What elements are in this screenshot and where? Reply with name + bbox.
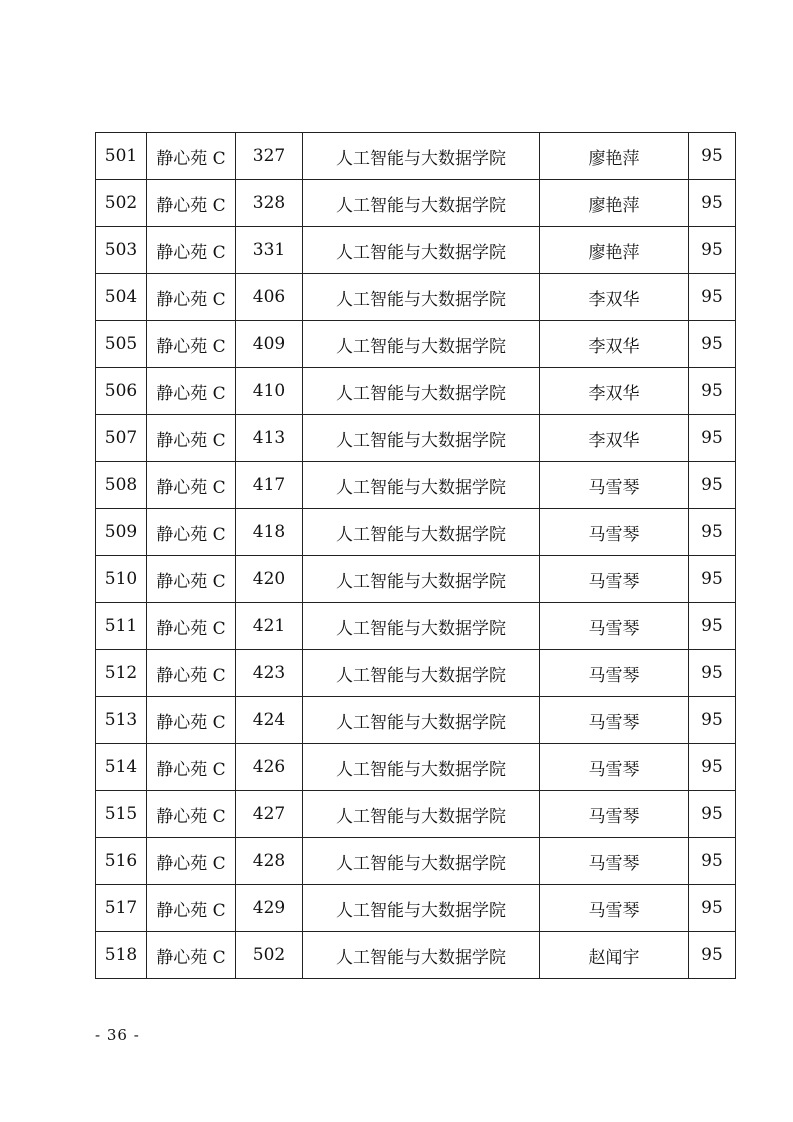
room-cell: 409 (236, 321, 303, 368)
row-number-cell: 507 (96, 415, 147, 462)
table-row (96, 697, 736, 744)
room-cell: 426 (236, 744, 303, 791)
score-cell: 95 (689, 650, 736, 697)
row-number-cell: 501 (96, 133, 147, 180)
row-number-cell: 517 (96, 885, 147, 932)
teacher-cell: 李双华 (540, 368, 689, 415)
row-number-cell: 510 (96, 556, 147, 603)
building-cell: 静心苑 C (147, 650, 236, 697)
building-cell: 静心苑 C (147, 744, 236, 791)
room-cell: 328 (236, 180, 303, 227)
room-cell: 420 (236, 556, 303, 603)
college-cell: 人工智能与大数据学院 (303, 321, 540, 368)
college-cell: 人工智能与大数据学院 (303, 462, 540, 509)
table-row (96, 227, 736, 274)
score-cell: 95 (689, 274, 736, 321)
score-cell: 95 (689, 321, 736, 368)
score-cell: 95 (689, 509, 736, 556)
building-cell: 静心苑 C (147, 791, 236, 838)
teacher-cell: 赵闻宇 (540, 932, 689, 979)
teacher-cell: 李双华 (540, 415, 689, 462)
table-row (96, 791, 736, 838)
room-cell: 413 (236, 415, 303, 462)
table-row (96, 556, 736, 603)
table-body (96, 133, 736, 979)
row-number-cell: 512 (96, 650, 147, 697)
college-cell: 人工智能与大数据学院 (303, 838, 540, 885)
room-cell: 424 (236, 697, 303, 744)
building-cell: 静心苑 C (147, 885, 236, 932)
college-cell: 人工智能与大数据学院 (303, 415, 540, 462)
table-row (96, 180, 736, 227)
table-row (96, 650, 736, 697)
room-cell: 428 (236, 838, 303, 885)
score-cell: 95 (689, 744, 736, 791)
table-row (96, 133, 736, 180)
college-cell: 人工智能与大数据学院 (303, 603, 540, 650)
room-cell: 327 (236, 133, 303, 180)
table-row (96, 368, 736, 415)
teacher-cell: 李双华 (540, 274, 689, 321)
score-cell: 95 (689, 227, 736, 274)
room-cell: 417 (236, 462, 303, 509)
score-cell: 95 (689, 462, 736, 509)
teacher-cell: 廖艳萍 (540, 180, 689, 227)
score-cell: 95 (689, 838, 736, 885)
row-number-cell: 508 (96, 462, 147, 509)
college-cell: 人工智能与大数据学院 (303, 791, 540, 838)
college-cell: 人工智能与大数据学院 (303, 556, 540, 603)
dormitory-score-table (95, 132, 736, 979)
row-number-cell: 515 (96, 791, 147, 838)
page-number: - 36 - (95, 1026, 140, 1044)
building-cell: 静心苑 C (147, 180, 236, 227)
teacher-cell: 马雪琴 (540, 838, 689, 885)
score-cell: 95 (689, 180, 736, 227)
building-cell: 静心苑 C (147, 368, 236, 415)
row-number-cell: 518 (96, 932, 147, 979)
teacher-cell: 廖艳萍 (540, 133, 689, 180)
building-cell: 静心苑 C (147, 415, 236, 462)
table-row (96, 885, 736, 932)
college-cell: 人工智能与大数据学院 (303, 509, 540, 556)
teacher-cell: 马雪琴 (540, 509, 689, 556)
college-cell: 人工智能与大数据学院 (303, 133, 540, 180)
row-number-cell: 513 (96, 697, 147, 744)
table-row (96, 744, 736, 791)
building-cell: 静心苑 C (147, 838, 236, 885)
building-cell: 静心苑 C (147, 462, 236, 509)
row-number-cell: 504 (96, 274, 147, 321)
building-cell: 静心苑 C (147, 509, 236, 556)
building-cell: 静心苑 C (147, 133, 236, 180)
score-cell: 95 (689, 791, 736, 838)
building-cell: 静心苑 C (147, 556, 236, 603)
college-cell: 人工智能与大数据学院 (303, 744, 540, 791)
teacher-cell: 廖艳萍 (540, 227, 689, 274)
table-row (96, 932, 736, 979)
score-cell: 95 (689, 368, 736, 415)
table-row (96, 274, 736, 321)
college-cell: 人工智能与大数据学院 (303, 274, 540, 321)
college-cell: 人工智能与大数据学院 (303, 932, 540, 979)
row-number-cell: 509 (96, 509, 147, 556)
score-cell: 95 (689, 697, 736, 744)
teacher-cell: 马雪琴 (540, 603, 689, 650)
room-cell: 331 (236, 227, 303, 274)
room-cell: 502 (236, 932, 303, 979)
row-number-cell: 506 (96, 368, 147, 415)
score-cell: 95 (689, 603, 736, 650)
building-cell: 静心苑 C (147, 227, 236, 274)
row-number-cell: 516 (96, 838, 147, 885)
teacher-cell: 马雪琴 (540, 744, 689, 791)
teacher-cell: 李双华 (540, 321, 689, 368)
building-cell: 静心苑 C (147, 697, 236, 744)
score-cell: 95 (689, 556, 736, 603)
score-cell: 95 (689, 932, 736, 979)
table-row (96, 603, 736, 650)
room-cell: 418 (236, 509, 303, 556)
building-cell: 静心苑 C (147, 274, 236, 321)
college-cell: 人工智能与大数据学院 (303, 650, 540, 697)
college-cell: 人工智能与大数据学院 (303, 697, 540, 744)
score-cell: 95 (689, 885, 736, 932)
teacher-cell: 马雪琴 (540, 462, 689, 509)
row-number-cell: 514 (96, 744, 147, 791)
row-number-cell: 505 (96, 321, 147, 368)
college-cell: 人工智能与大数据学院 (303, 227, 540, 274)
row-number-cell: 503 (96, 227, 147, 274)
room-cell: 421 (236, 603, 303, 650)
score-cell: 95 (689, 133, 736, 180)
room-cell: 406 (236, 274, 303, 321)
building-cell: 静心苑 C (147, 603, 236, 650)
college-cell: 人工智能与大数据学院 (303, 368, 540, 415)
score-cell: 95 (689, 415, 736, 462)
room-cell: 429 (236, 885, 303, 932)
table-row (96, 838, 736, 885)
table-row (96, 462, 736, 509)
room-cell: 410 (236, 368, 303, 415)
room-cell: 427 (236, 791, 303, 838)
teacher-cell: 马雪琴 (540, 650, 689, 697)
table-row (96, 321, 736, 368)
college-cell: 人工智能与大数据学院 (303, 885, 540, 932)
teacher-cell: 马雪琴 (540, 885, 689, 932)
row-number-cell: 502 (96, 180, 147, 227)
room-cell: 423 (236, 650, 303, 697)
teacher-cell: 马雪琴 (540, 556, 689, 603)
table-row (96, 415, 736, 462)
row-number-cell: 511 (96, 603, 147, 650)
table-row (96, 509, 736, 556)
building-cell: 静心苑 C (147, 321, 236, 368)
college-cell: 人工智能与大数据学院 (303, 180, 540, 227)
teacher-cell: 马雪琴 (540, 791, 689, 838)
building-cell: 静心苑 C (147, 932, 236, 979)
teacher-cell: 马雪琴 (540, 697, 689, 744)
